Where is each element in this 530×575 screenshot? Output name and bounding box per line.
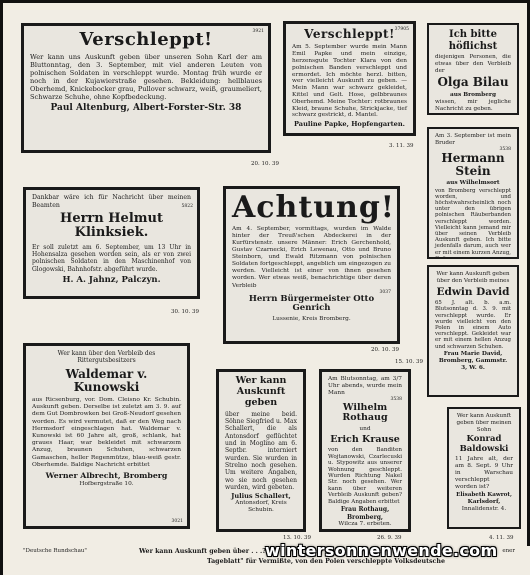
date-label: 20. 10. 39	[251, 161, 279, 167]
notice-schallert	[216, 369, 306, 532]
date-label: 3. 11. 39	[389, 143, 414, 149]
notice-intro: Wer kann Auskunft geben über meinen Sohn	[456, 413, 512, 433]
notice-baldowski	[447, 407, 521, 529]
notice-rothaug	[319, 369, 411, 532]
notice-signature: Paul Altenburg, Albert-Forster-Str. 38	[50, 102, 242, 113]
notice-body: von Bromberg verschleppt worden, und höchstwahrscheinlich noch unter den übrigen polnischen Räuberbanden verschleppt worden. Vielleicht kann jemand mir über seinen Verbleib Auskunft geben. Ich bitte jedenfalls darum, auch wer er mit einem kurzen Anzug, Opfer	[435, 187, 511, 259]
notice-body: von den Banditen Wojtanowski, Czarlecuski u. Stypowitz aus unserer Wohnung geschleppt. Wurden Richtung Nakel Str. noch gesehen. Wer kann über weiteren Verbleib Auskunft geben? Baldige Angaben erbittet	[328, 447, 402, 505]
notice-body: aus Ricsenburg, vor. Dom. Cleisno Kr. Schubin. Auskunft geben. Derselbe ist zuletzt am 3. 9. auf dem Gut Dombrowken bei Groß-Neudorf gesehen worden. Es wird vermutet, daß er den Weg nach Hermsdorf eingeschlagen hat. Waldemar v. Kunowski ist 60 Jahre alt, groß, schlank, hat graues Haar, war bekleidet mit schwarzem Anzug, braunen Schuhen, schwarzen Gamaschen, heller Regenmütze, blau-weiß gestr. Oberhemde. Baldige Nachricht erbittet	[32, 397, 181, 468]
notice-title: Verschleppt!	[304, 27, 395, 41]
date-label: 4. 11. 39	[489, 535, 514, 541]
date-label: 13. 10. 39	[283, 535, 311, 541]
notice-achtung	[223, 186, 400, 344]
missing-person-name: Edwin David	[436, 285, 510, 298]
notice-altenburg	[21, 23, 271, 153]
notice-signature-town: Karlsdorf,	[467, 499, 501, 506]
notice-signature: Frau Marie David, Bromberg, Gammstr. 3, W. 6.	[438, 350, 508, 371]
notice-number: 5822	[181, 204, 193, 209]
notice-signature-place: Innalidenstr. 4.	[461, 506, 507, 513]
notice-signature-place: Wilcza 7. erbeten.	[338, 521, 392, 528]
notice-number: 37905	[394, 27, 409, 32]
notice-number: 3921	[252, 29, 264, 34]
notice-signature: H. A. Jahnz, Palczyn.	[62, 274, 161, 285]
missing-person-name-2: Erich Krause	[330, 433, 400, 445]
notice-title: Wer kann Auskunft geben	[235, 375, 287, 408]
caption-right: ener	[502, 548, 515, 554]
notice-title: Verschleppt!	[79, 29, 213, 50]
caption-source: "Deutsche Rundschau"	[23, 548, 87, 554]
missing-person-origin: aus Wilhelmsort	[446, 180, 500, 187]
contact-place: Lussenie, Kreis Bromberg.	[272, 315, 351, 322]
missing-person-name: Wilhelm Rothaug	[342, 401, 388, 424]
caption-title: Wer kann Auskunft geben über . . .?	[139, 548, 266, 555]
notice-number: 3538	[499, 146, 511, 152]
notice-title: Ich bitte höflichst	[448, 29, 498, 52]
notice-klinksiek	[23, 187, 200, 299]
notice-body: 11 Jahre alt, der am 8. Sept. 9 Uhr in Warschau verschleppt worden ist?	[455, 456, 513, 491]
notice-signature: Julius Schallert,	[231, 492, 291, 501]
notice-papke	[283, 21, 416, 136]
notice-body: Er soll zuletzt am 6. September, um 13 Uhr in Hohensalza gesehen worden sein, als er von zwei polnischen Soldaten in den Maschinenhof von Glogowski, Bahnhofstr. abgeführt wurde.	[32, 243, 191, 273]
caption-subtitle: Tageblatt" für Vermißte, von den Polen verschleppte Volksdeutsche	[207, 558, 445, 565]
notice-title: Wer kann Auskunft geben über den Verbleib meines	[436, 271, 510, 284]
notice-kunowski	[23, 343, 190, 529]
notice-intro: Wer kann über den Verbleib des Rittergutsbesitzers	[57, 350, 156, 365]
notice-title: Achtung!	[232, 190, 395, 225]
notice-bilau	[427, 23, 519, 115]
notice-body: 65 J. alt. b. a.m. Blutsonntag d. 3. 9. mit verschleppt wurde. Er wurde vielleicht von den Polen in einem Auto verschleppt. Gekleidet war er mit einem hellen Anzug und schwarzen Schuhen.	[435, 300, 511, 350]
notice-signature: Frau Rothaug, Bromberg,	[340, 506, 390, 521]
notice-head: Am 3. September ist mein Bruder	[435, 133, 511, 146]
missing-person-name: Olga Bilau	[437, 75, 509, 90]
notice-number: 3538	[390, 397, 402, 403]
notice-signature-place: Antonsdorf, Kreis Schubin.	[235, 500, 287, 514]
notice-stein	[427, 127, 519, 259]
missing-person-name: Hermann Stein	[441, 151, 505, 179]
conjunction: und	[359, 425, 371, 432]
date-label: 20. 10. 39	[371, 347, 399, 353]
date-label: 26. 9. 39	[377, 535, 402, 541]
date-label: 15. 10. 39	[395, 359, 423, 365]
notice-body: Am 5. September wurde mein Mann Emil Papke und mein einzige, herzensgute Tochter Klara von den polnischen Banden verschleppt und ermordet. Ich möchte herzl. bitten, wer vielleicht Auskunft zu geben. — Mein Mann war schwarz gekleidet, Kittel und Gelt. Hose, gelbbraunes Oberhemd. Meine Tochter: rotbraunes Kleid, braune Schuhe, Strickjacke, tief schwarz gestrickt, d. Mantel.	[292, 44, 407, 119]
notice-signature-place: Hofbergstraße 10.	[79, 480, 134, 487]
notice-body: über meine beid. Söhne Siegfried u. Max Schallert, die als Antonsdorf geflüchtet und in Moglino am 6. Septbr. interniert wurden. Sie wurden in Strelno noch gesehen. Um weitere Angaben, wo sie noch gesehen wurden, wird gebeten.	[225, 410, 297, 491]
contact-name: Herrn Bürgermeister Otto Genrich	[248, 294, 375, 314]
date-label: 30. 10. 39	[171, 309, 199, 315]
notice-david	[427, 265, 519, 397]
notice-signature: Elisabeth Kawrot,	[456, 492, 512, 499]
notice-body: diejenigen Personen, die etwas über den Verbleib der	[435, 54, 511, 74]
missing-person-name: Konrad Baldowski	[459, 434, 509, 454]
missing-person-name: Waldemar v. Kunowski	[65, 366, 148, 394]
site-watermark: wintersonnenwende.com	[265, 541, 498, 560]
notice-signature	[435, 113, 511, 115]
notice-signature: Werner Albrecht, Bromberg	[45, 471, 168, 481]
notice-number: 3021	[171, 518, 183, 524]
notice-number: 3037	[379, 289, 391, 295]
notice-intro: Am Blutsonntag, am 3/7 Uhr abends, wurde mein Mann	[328, 376, 402, 397]
notice-body: Am 4. September, vormittags, wurden im Walde hinter der Treuß'schen Abdeckerei in der Kurfürstenstr. unsere Männer: Erich Gerchenhold, Gustav Czarnecki, Erich Lewenau, Otto und Bruno Steinborn, und Ewald Ritzmann von polnischen Soldaten fortgeschleppt, angeblich um eingezogen zu werden. Vielleicht ist einer von ihnen gesehen worden. Wer etwas weiß, benachrichtige über deren Verbleib	[232, 226, 391, 289]
notice-body-2: wissen, mir jegliche Nachricht zu geben.	[435, 98, 511, 112]
missing-person-origin: aus Bromberg	[449, 91, 497, 98]
notice-signature: Pauline Papke, Hopfengarten.	[294, 120, 405, 129]
notice-intro: Dankbar wäre ich für Nachricht über meinen Beamten	[32, 194, 191, 209]
notice-body: Wer kann uns Auskunft geben über unseren Sohn Karl der am Bluttonntag, den 3. September, mit viel anderen Leuten von polnischen Soldaten in verschleppt wurde. Montag früh wurde er noch in der Kujawierstraße gesehen. Bekleidung: hellblaues Oberhemd, Knickebocker grau, Pullover schwarz, weiß, graumeliert, Schwarze Schuhe, ohne Kopfbedeckung.	[30, 52, 262, 101]
missing-person-name: Herrn Helmut Klinksiek.	[60, 211, 163, 241]
